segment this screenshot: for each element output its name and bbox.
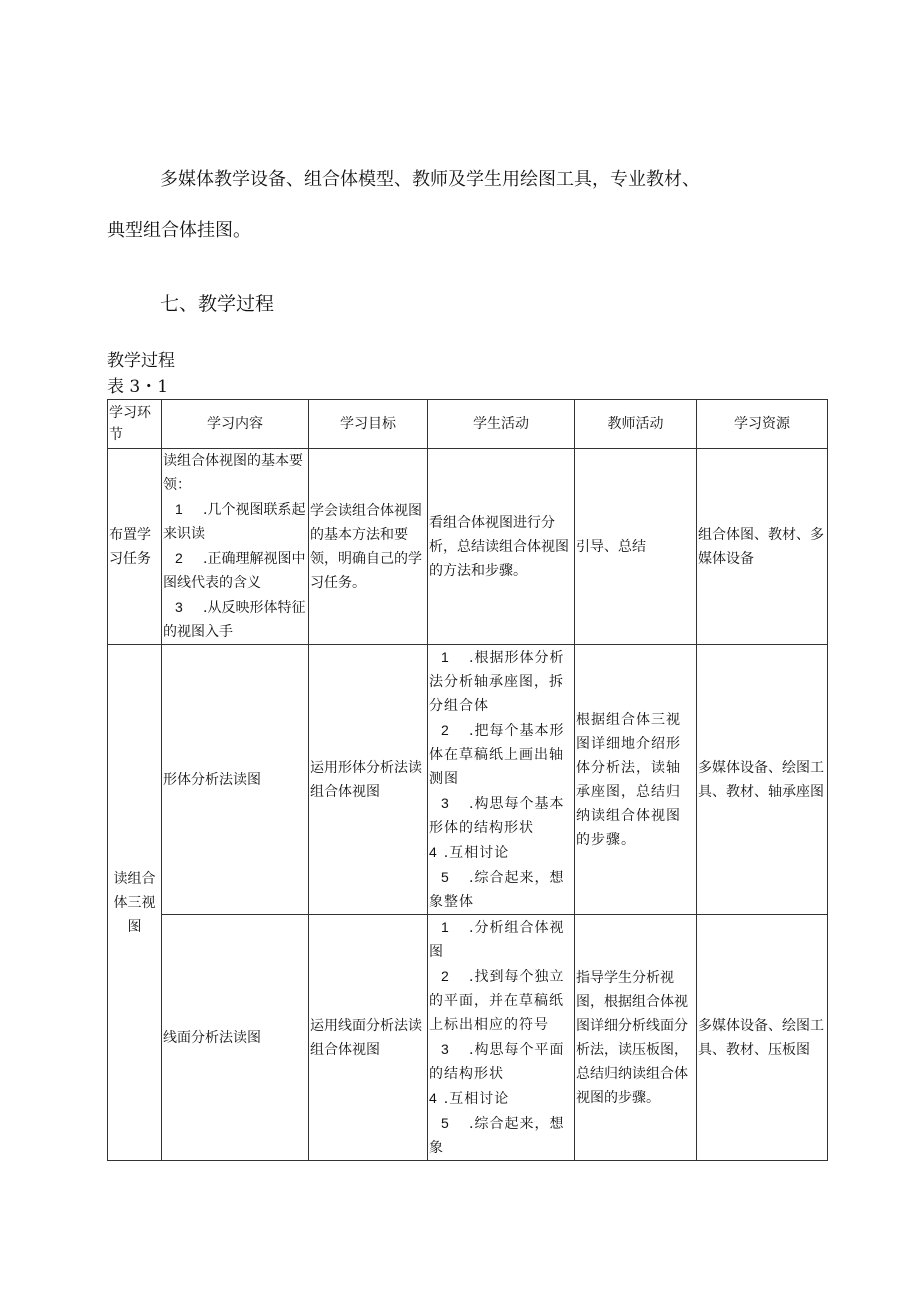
intro-line-2: 典型组合体挂图。 bbox=[107, 220, 251, 241]
resource-cell: 多媒体设备、绘图工具、教材、压板图 bbox=[697, 915, 828, 1161]
item-text: .找到每个独立的平面，并在草稿纸上标出相应的符号 bbox=[429, 969, 565, 1033]
item-number: 1 bbox=[441, 919, 450, 935]
content-cell: 线面分析法读图 bbox=[162, 915, 309, 1161]
item-text: .综合起来，想象 bbox=[429, 1116, 565, 1156]
student-activity-cell: 看组合体视图进行分析，总结读组合体视图的方法和步骤。 bbox=[428, 449, 575, 645]
item-text: .分析组合体视图 bbox=[429, 920, 565, 960]
content-intro: 读组合体视图的基本要领： bbox=[163, 453, 303, 493]
goal-cell: 运用线面分析法读组合体视图 bbox=[309, 915, 428, 1161]
teacher-activity-cell: 根据组合体三视图详细地介绍形体分析法，读轴承座图，总结归纳读组合体视图的步骤。 bbox=[575, 645, 697, 915]
list-item bbox=[163, 546, 307, 595]
phase-cell-merged: 读组合体三视图 bbox=[108, 645, 162, 1161]
table-row bbox=[108, 449, 828, 645]
item-text: .正确理解视图中图线代表的含义 bbox=[163, 551, 306, 591]
list-item bbox=[429, 840, 573, 865]
item-number: 1 bbox=[441, 649, 450, 665]
item-text: .构思每个平面的结构形状 bbox=[429, 1042, 565, 1082]
table-row bbox=[108, 645, 828, 915]
list-item bbox=[429, 1111, 573, 1160]
list-item bbox=[163, 595, 307, 644]
list-item bbox=[429, 1086, 573, 1111]
list-item bbox=[429, 791, 573, 840]
item-number: 2 bbox=[441, 968, 450, 984]
item-text: .互相讨论 bbox=[443, 1091, 510, 1107]
phase-cell: 布置学习任务 bbox=[108, 449, 162, 645]
goal-cell: 运用形体分析法读组合体视图 bbox=[309, 645, 428, 915]
content-cell bbox=[162, 449, 309, 645]
list-item bbox=[429, 645, 573, 718]
item-number: 3 bbox=[441, 1041, 450, 1057]
item-number: 5 bbox=[441, 1115, 450, 1131]
intro-line-1: 多媒体教学设备、组合体模型、教师及学生用绘图工具，专业教材、 bbox=[160, 169, 700, 190]
item-number: 3 bbox=[175, 599, 183, 615]
resource-cell: 多媒体设备、绘图工具、教材、轴承座图 bbox=[697, 645, 828, 915]
header-goal: 学习目标 bbox=[309, 400, 428, 449]
student-activity-cell bbox=[428, 915, 575, 1161]
student-activity-cell bbox=[428, 645, 575, 915]
goal-cell: 学会读组合体视图的基本方法和要领，明确自己的学习任务。 bbox=[309, 449, 428, 645]
header-teacher-activity: 教师活动 bbox=[575, 400, 697, 449]
list-item bbox=[429, 865, 573, 914]
item-number: 3 bbox=[441, 795, 450, 811]
list-item bbox=[163, 497, 307, 546]
header-phase: 学习环节 bbox=[108, 400, 162, 449]
table-number: 表 3・1 bbox=[107, 377, 169, 397]
item-text: .根据形体分析法分析轴承座图，拆分组合体 bbox=[429, 650, 565, 714]
item-text: .互相讨论 bbox=[443, 845, 510, 861]
item-text: .几个视图联系起来识读 bbox=[163, 502, 306, 542]
item-text: .构思每个基本形体的结构形状 bbox=[429, 796, 565, 836]
content-cell: 形体分析法读图 bbox=[162, 645, 309, 915]
teaching-process-table bbox=[107, 399, 828, 1161]
item-number: 2 bbox=[175, 550, 183, 566]
table-header-row bbox=[108, 400, 828, 449]
item-number: 1 bbox=[175, 501, 183, 517]
table-caption: 教学过程 bbox=[107, 351, 175, 371]
teacher-activity-cell: 指导学生分析视图，根据组合体视图详细分析线面分析法，读压板图，总结归纳读组合体视图的步骤。 bbox=[575, 915, 697, 1161]
item-number: 4 bbox=[429, 1090, 438, 1106]
list-item bbox=[429, 718, 573, 791]
header-student-activity: 学生活动 bbox=[428, 400, 575, 449]
item-number: 5 bbox=[441, 869, 450, 885]
header-content: 学习内容 bbox=[162, 400, 309, 449]
list-item bbox=[429, 964, 573, 1037]
section-heading: 七、教学过程 bbox=[160, 293, 275, 315]
item-number: 2 bbox=[441, 722, 450, 738]
item-number: 4 bbox=[429, 844, 438, 860]
item-text: .综合起来，想象整体 bbox=[429, 870, 565, 910]
teacher-activity-cell: 引导、总结 bbox=[575, 449, 697, 645]
item-text: .把每个基本形体在草稿纸上画出轴测图 bbox=[429, 723, 565, 787]
resource-cell: 组合体图、教材、多媒体设备 bbox=[697, 449, 828, 645]
list-item bbox=[429, 1037, 573, 1086]
header-resource: 学习资源 bbox=[697, 400, 828, 449]
table-row bbox=[108, 915, 828, 1161]
list-item bbox=[429, 915, 573, 964]
item-text: .从反映形体特征的视图入手 bbox=[163, 600, 306, 640]
